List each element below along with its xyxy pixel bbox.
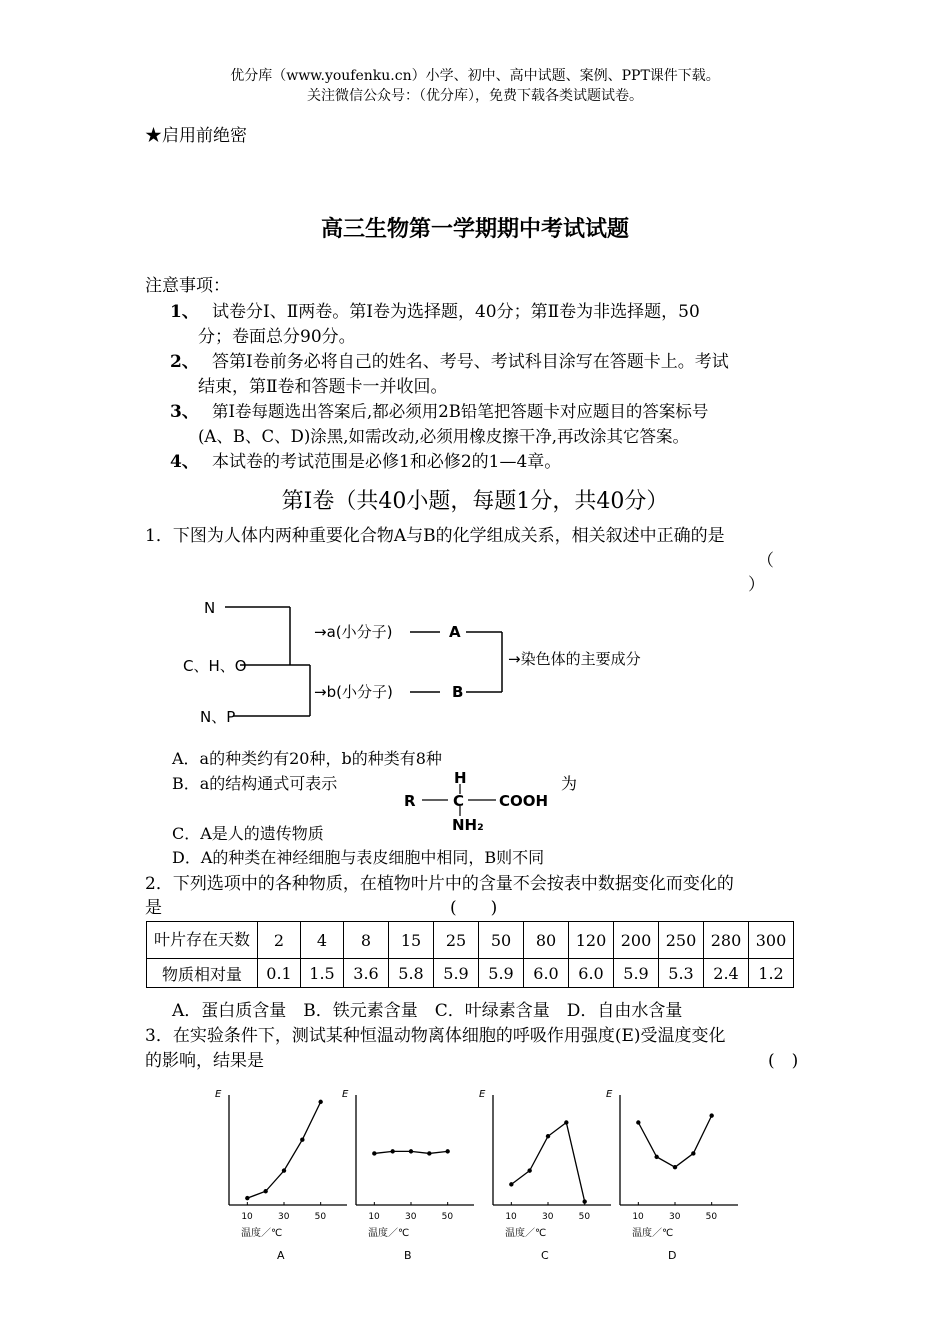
graph-x-label: 温度／℃ [368, 1228, 410, 1239]
graph-tick-label: 10 [368, 1212, 380, 1222]
graph-data-point [691, 1151, 695, 1155]
table-cell: 3.6 [344, 959, 389, 988]
q2-options: A．蛋白质含量 B．铁元素含量 C．叶绿素含量 D．自由水含量 [172, 1001, 683, 1021]
graph-y-label: E [342, 1089, 349, 1100]
graph-data-point [636, 1120, 640, 1124]
header-line-1: 优分库（www.youfenku.cn）小学、初中、高中试题、案例、PPT课件下载。 [230, 68, 720, 84]
diagram-B: B [452, 683, 464, 701]
formula-c: C [453, 792, 465, 810]
table-cell: 2.4 [704, 959, 749, 988]
table-cell: 4 [301, 922, 344, 959]
table-cell: 25 [434, 922, 479, 959]
notice-item-2-line1: 答第Ⅰ卷前务必将自己的姓名、考号、考试科目涂写在答题卡上。考试 [212, 352, 729, 372]
graph-data-point [318, 1100, 322, 1104]
graph-tick-label: 30 [405, 1212, 417, 1222]
notice-item-2-num: 2、 [170, 352, 199, 372]
formula-nh2: NH₂ [452, 816, 484, 834]
diagram-a-small: →a(小分子) [314, 623, 393, 641]
table-cell: 250 [659, 922, 704, 959]
table-cell: 300 [749, 922, 794, 959]
diagram-np: N、P [200, 708, 236, 726]
q1-stem: 1．下图为人体内两种重要化合物A与B的化学组成关系，相关叙述中正确的是 [145, 526, 725, 546]
graph-data-point [372, 1151, 376, 1155]
q3-paren: ( ) [768, 1051, 799, 1071]
graph-data-point [709, 1113, 713, 1117]
graph-tick-label: 50 [578, 1212, 591, 1222]
diagram-A: A [449, 623, 461, 641]
graph-data-point [673, 1165, 677, 1169]
q1-option-d: D．A的种类在神经细胞与表皮细胞中相同，B则不同 [172, 848, 545, 867]
notice-item-2-line2: 结束，第Ⅱ卷和答题卡一并收回。 [198, 377, 448, 397]
graph-tick-label: 30 [669, 1212, 681, 1222]
graph-panel-label: A [277, 1249, 285, 1262]
q1-option-b: B．a的结构通式可表示 [172, 774, 338, 793]
table-cell: 5.9 [479, 959, 524, 988]
graph-data-point [427, 1151, 431, 1155]
diagram-b-small: →b(小分子) [314, 683, 393, 701]
table-cell: 80 [524, 922, 569, 959]
q3-stem-1: 3．在实验条件下，测试某种恒温动物离体细胞的呼吸作用强度(E)受温度变化 [145, 1026, 726, 1046]
table-cell: 120 [569, 922, 614, 959]
notice-heading: 注意事项： [145, 276, 230, 296]
secret-label: ★启用前绝密 [145, 126, 247, 146]
header-line-2: 关注微信公众号：（优分库），免费下载各类试题试卷。 [307, 88, 643, 104]
q1-paren-open: （ [757, 551, 774, 571]
graph-tick-label: 50 [705, 1212, 718, 1222]
graph-y-label: E [479, 1089, 486, 1100]
graph-tick-label: 50 [441, 1212, 454, 1222]
graph-data-point [245, 1196, 249, 1200]
diagram-n: N [204, 599, 216, 617]
q1-option-b-suffix: 为 [561, 774, 578, 793]
table-cell: 5.8 [389, 959, 434, 988]
graph-tick-label: 10 [241, 1212, 253, 1222]
graph-series-line [247, 1102, 320, 1198]
q2-stem-2: 是 [145, 898, 162, 918]
graph-data-point [409, 1149, 413, 1153]
table-cell: 1.5 [301, 959, 344, 988]
graph-data-point [564, 1120, 568, 1124]
graph-tick-label: 10 [505, 1212, 517, 1222]
table-cell: 6.0 [524, 959, 569, 988]
page-title: 高三生物第一学期期中考试试题 [320, 217, 629, 242]
graph-data-point [654, 1155, 658, 1159]
graph-data-point [546, 1134, 550, 1138]
graph-panel-label: C [541, 1249, 549, 1262]
table-cell: 8 [344, 922, 389, 959]
graph-panel-label: B [404, 1249, 412, 1262]
q1-option-a: A．a的种类约有20种，b的种类有8种 [172, 749, 442, 768]
graph-data-point [390, 1149, 394, 1153]
graph-data-point [282, 1168, 286, 1172]
diagram-result: →染色体的主要成分 [508, 650, 641, 668]
graph-y-label: E [606, 1089, 613, 1100]
graph-tick-label: 30 [542, 1212, 554, 1222]
graph-y-label: E [215, 1089, 222, 1100]
notice-item-3-line1: 第Ⅰ卷每题选出答案后,都必须用2B铅笔把答题卡对应题目的答案标号 [212, 402, 709, 421]
q2-paren: ( ) [450, 898, 498, 918]
notice-item-4-line1: 本试卷的考试范围是必修1和必修2的1—4章。 [212, 452, 562, 472]
notice-item-1-line2: 分；卷面总分90分。 [198, 327, 356, 347]
table-cell: 6.0 [569, 959, 614, 988]
q1-paren-close: ） [748, 575, 765, 595]
graph-data-point [263, 1189, 267, 1193]
table-cell: 5.9 [614, 959, 659, 988]
graph-series-line [638, 1116, 711, 1168]
table-cell: 5.3 [659, 959, 704, 988]
graph-data-point [445, 1149, 449, 1153]
table-cell: 5.9 [434, 959, 479, 988]
notice-item-1-line1: 试卷分Ⅰ、Ⅱ两卷。第Ⅰ卷为选择题，40分；第Ⅱ卷为非选择题，50 [212, 302, 700, 322]
graph-tick-label: 10 [632, 1212, 644, 1222]
q1-option-c: C．A是人的遗传物质 [172, 824, 324, 843]
table-cell: 50 [479, 922, 524, 959]
graph-panel-label: D [668, 1249, 677, 1262]
table-header-days: 叶片存在天数 [147, 922, 258, 959]
graph-data-point [509, 1182, 513, 1186]
table-cell: 2 [258, 922, 301, 959]
graph-tick-label: 50 [314, 1212, 327, 1222]
formula-r: R [404, 792, 416, 810]
q2-stem-1: 2．下列选项中的各种物质，在植物叶片中的含量不会按表中数据变化而变化的 [145, 874, 734, 894]
graph-data-point [527, 1168, 531, 1172]
table-cell: 200 [614, 922, 659, 959]
graph-x-label: 温度／℃ [505, 1228, 547, 1239]
table-cell: 1.2 [749, 959, 794, 988]
diagram-cho: C、H、O [183, 657, 247, 675]
graph-data-point [582, 1199, 586, 1203]
notice-item-3-line2: (A、B、C、D)涂黑,如需改动,必须用橡皮擦干净,再改涂其它答案。 [198, 427, 690, 446]
q3-stem-2: 的影响，结果是 [145, 1051, 264, 1071]
table-cell: 280 [704, 922, 749, 959]
formula-cooh: COOH [499, 792, 549, 810]
graph-x-label: 温度／℃ [241, 1228, 283, 1239]
table-cell: 15 [389, 922, 434, 959]
section-1-heading: 第Ⅰ卷（共40小题，每题1分，共40分） [281, 489, 669, 514]
notice-item-1-num: 1、 [170, 302, 199, 322]
table-cell: 0.1 [258, 959, 301, 988]
graph-tick-label: 30 [278, 1212, 290, 1222]
formula-h: H [454, 769, 467, 787]
notice-item-4-num: 4、 [170, 452, 199, 472]
notice-item-3-num: 3、 [170, 402, 199, 422]
graph-x-label: 温度／℃ [632, 1228, 674, 1239]
table-header-amount: 物质相对量 [147, 959, 258, 988]
graph-data-point [300, 1137, 304, 1141]
